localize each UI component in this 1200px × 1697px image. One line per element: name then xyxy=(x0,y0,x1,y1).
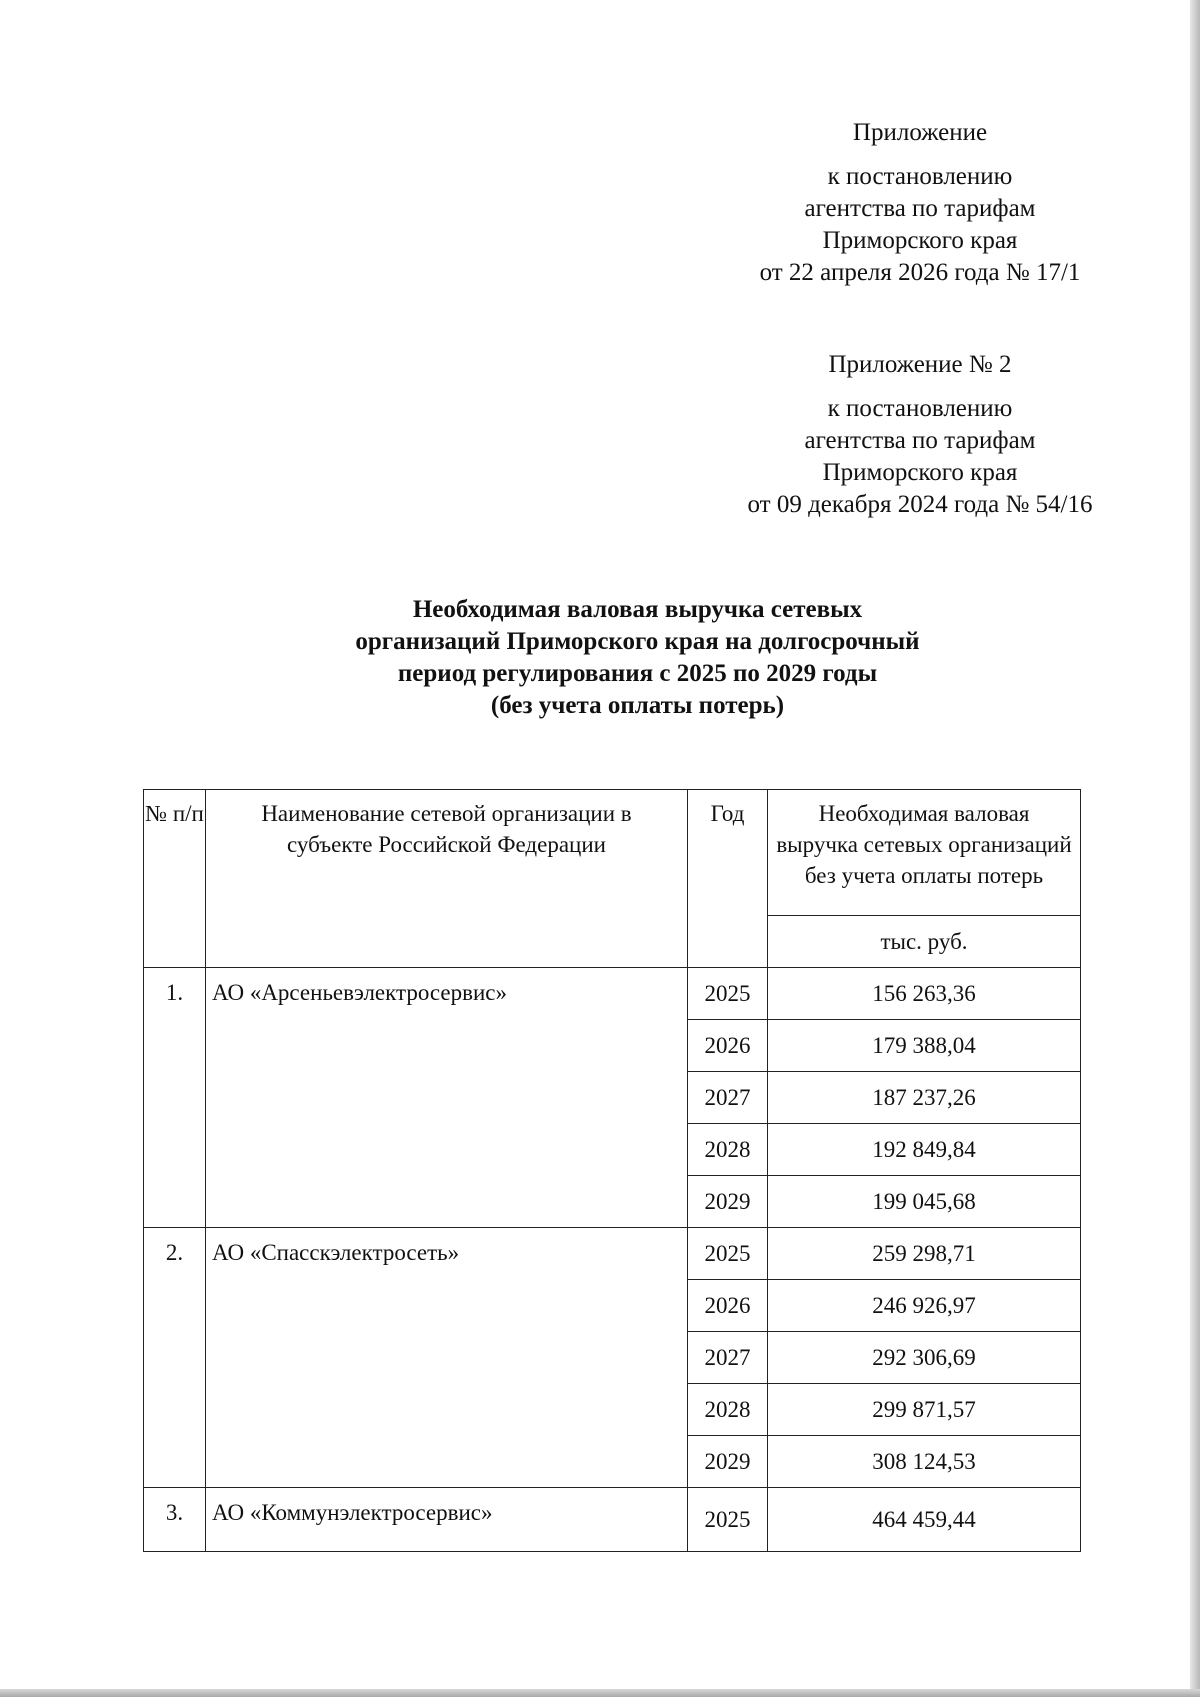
year-cell: 2027 xyxy=(688,1072,768,1124)
appendix-2-line: от 09 декабря 2024 года № 54/16 xyxy=(747,491,1093,518)
header-num: № п/п xyxy=(144,790,206,968)
header-revenue: Необходимая валовая выручка сетевых организаций без учета оплаты потерь xyxy=(768,790,1081,916)
row-number: 2. xyxy=(144,1228,206,1488)
year-cell: 2025 xyxy=(688,968,768,1020)
title-line: (без учета оплаты потерь) xyxy=(490,692,785,719)
row-number: 1. xyxy=(144,968,206,1228)
revenue-table xyxy=(143,789,1081,1552)
header-year: Год xyxy=(688,790,768,968)
title-line: Необходимая валовая выручка сетевых xyxy=(412,596,863,623)
appendix-2-line: агентства по тарифам xyxy=(804,427,1036,454)
year-cell: 2029 xyxy=(688,1436,768,1488)
revenue-value: 192 849,84 xyxy=(768,1124,1081,1176)
org-name: АО «Спасскэлектросеть» xyxy=(206,1228,688,1488)
title-line: организаций Приморского края на долгосрочный xyxy=(355,628,920,655)
appendix-2-caption: Приложение № 2 xyxy=(828,351,1012,378)
table-row xyxy=(144,1228,1081,1280)
year-cell: 2029 xyxy=(688,1176,768,1228)
appendix-2-line: к постановлению xyxy=(827,395,1013,422)
title-line: период регулирования с 2025 по 2029 годы xyxy=(397,660,878,687)
year-cell: 2026 xyxy=(688,1280,768,1332)
table-row xyxy=(144,968,1081,1020)
revenue-value: 299 871,57 xyxy=(768,1384,1081,1436)
revenue-value: 259 298,71 xyxy=(768,1228,1081,1280)
header-appendix xyxy=(710,117,1130,289)
table-row xyxy=(144,1488,1081,1552)
year-cell: 2025 xyxy=(688,1228,768,1280)
revenue-value: 156 263,36 xyxy=(768,968,1081,1020)
org-name: АО «Арсеньевэлектросервис» xyxy=(206,968,688,1228)
appendix-caption: Приложение xyxy=(852,119,988,146)
revenue-value: 246 926,97 xyxy=(768,1280,1081,1332)
row-number: 3. xyxy=(144,1488,206,1552)
appendix-line: Приморского края xyxy=(822,227,1018,254)
revenue-value: 199 045,68 xyxy=(768,1176,1081,1228)
revenue-value: 179 388,04 xyxy=(768,1020,1081,1072)
appendix-2-line: Приморского края xyxy=(822,459,1018,486)
year-cell: 2025 xyxy=(688,1488,768,1552)
revenue-value: 464 459,44 xyxy=(768,1488,1081,1552)
appendix-line: от 22 апреля 2026 года № 17/1 xyxy=(759,259,1081,286)
appendix-line: к постановлению xyxy=(827,163,1013,190)
document-title xyxy=(200,594,1075,722)
year-cell: 2026 xyxy=(688,1020,768,1072)
year-cell: 2028 xyxy=(688,1124,768,1176)
revenue-value: 187 237,26 xyxy=(768,1072,1081,1124)
year-cell: 2028 xyxy=(688,1384,768,1436)
year-cell: 2027 xyxy=(688,1332,768,1384)
org-name: АО «Коммунэлектросервис» xyxy=(206,1488,688,1552)
revenue-value: 308 124,53 xyxy=(768,1436,1081,1488)
header-appendix-2 xyxy=(710,349,1130,521)
revenue-value: 292 306,69 xyxy=(768,1332,1081,1384)
appendix-line: агентства по тарифам xyxy=(804,195,1036,222)
page-edge-right xyxy=(1190,0,1200,1697)
header-unit: тыс. руб. xyxy=(768,916,1081,968)
header-org-name: Наименование сетевой организации в субъекте Российской Федерации xyxy=(206,790,688,968)
page-edge-bottom xyxy=(0,1689,1200,1697)
